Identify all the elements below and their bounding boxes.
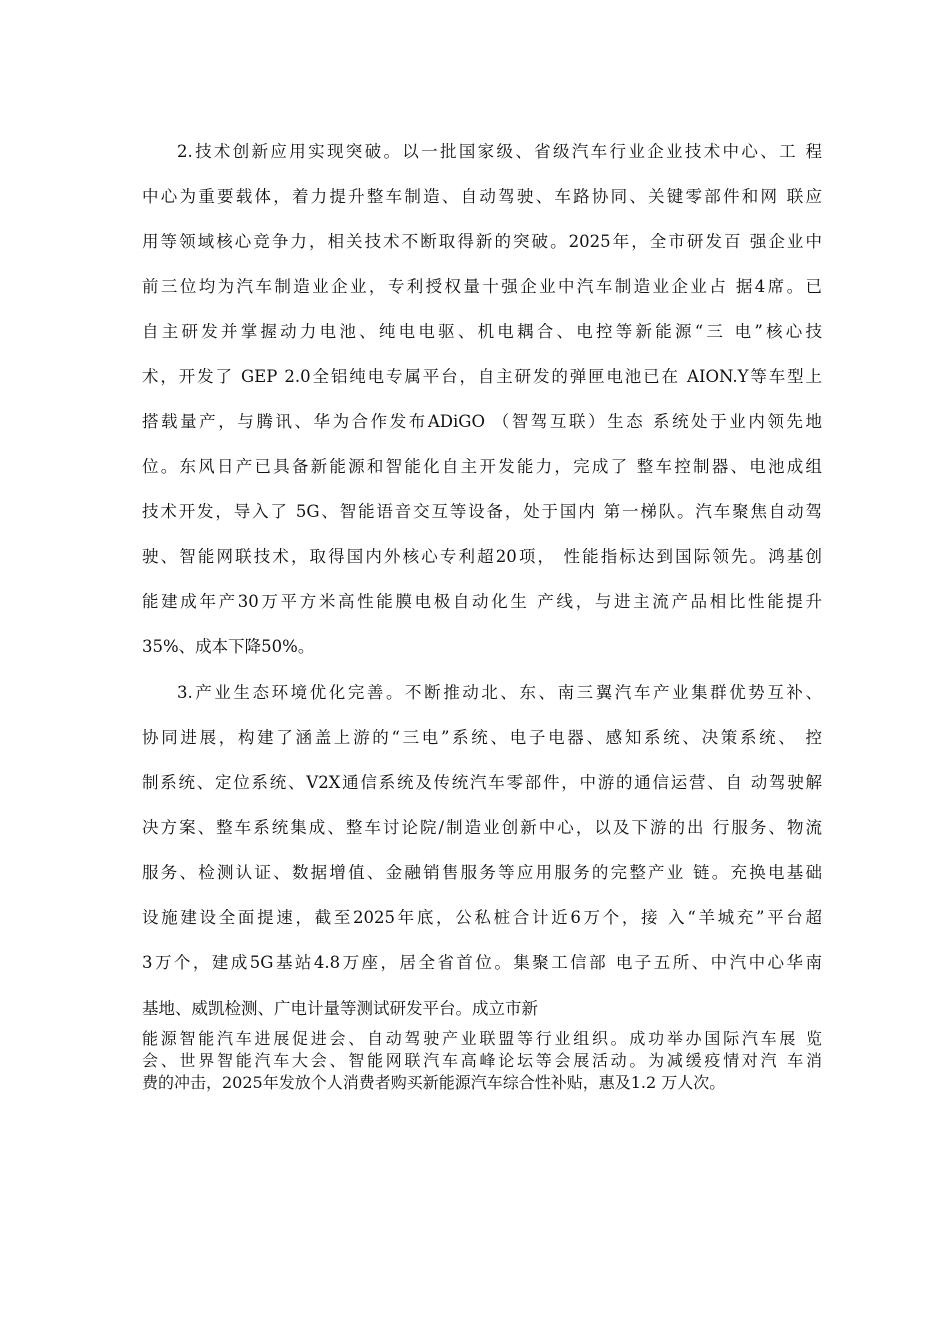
text-line: 位。东风日产已具备新能源和智能化自主开发能力，完成了 整车控制器、电池成组	[142, 457, 822, 476]
text-line: 费的冲击，2025年发放个人消费者购买新能源汽车综合性补贴，惠及1.2 万人次。	[142, 1073, 726, 1092]
text-line: 术，开发了 GEP 2.0全铝纯电专属平台，自主研发的弹匣电池已在 AION.Y等车型上	[142, 367, 822, 386]
text-line: 会、世界智能汽车大会、智能网联汽车高峰论坛等会展活动。为减缓疫情对汽 车消	[142, 1051, 822, 1070]
text-line: 制系统、定位系统、V2X通信系统及传统汽车零部件，中游的通信运营、自 动驾驶解	[142, 773, 822, 792]
text-line: 35%、成本下降50%。	[142, 637, 315, 656]
text-line: 3.产业生态环境优化完善。不断推动北、东、南三翼汽车产业集群优势互补、	[177, 683, 822, 702]
text-line: 设施建设全面提速，截至2025年底，公私桩合计近6万个，接 入“羊城充”平台超	[142, 908, 822, 927]
text-line: 用等领域核心竞争力，相关技术不断取得新的突破。2025年，全市研发百 强企业中	[142, 232, 822, 251]
text-line: 搭载量产，与腾讯、华为合作发布ADiGO （智驾互联）生态 系统处于业内领先地	[142, 412, 822, 431]
text-line: 基地、威凯检测、广电计量等测试研发平台。成立市新	[142, 999, 538, 1018]
text-line: 服务、检测认证、数据增值、金融销售服务等应用服务的完整产业 链。充换电基础	[142, 863, 822, 882]
text-line: 自主研发并掌握动力电池、纯电电驱、机电耦合、电控等新能源“三 电”核心技	[142, 322, 822, 341]
text-line: 技术开发，导入了 5G、智能语音交互等设备，处于国内 第一梯队。汽车聚焦自动驾	[142, 502, 822, 521]
text-line: 2.技术创新应用实现突破。以一批国家级、省级汽车行业企业技术中心、工 程	[177, 142, 822, 161]
text-line: 3万个，建成5G基站4.8万座，居全省首位。集聚工信部 电子五所、中汽中心华南	[142, 953, 822, 972]
text-line: 能源智能汽车进展促进会、自动驾驶产业联盟等行业组织。成功举办国际汽车展 览	[142, 1029, 822, 1048]
text-line: 决方案、整车系统集成、整车讨论院/制造业创新中心，以及下游的出 行服务、物流	[142, 818, 822, 837]
text-line: 能建成年产30万平方米高性能膜电极自动化生 产线，与进主流产品相比性能提升	[142, 592, 822, 611]
text-line: 协同进展，构建了涵盖上游的“三电”系统、电子电器、感知系统、决策系统、 控	[142, 728, 822, 747]
text-line: 驶、智能网联技术，取得国内外核心专利超20项， 性能指标达到国际领先。鸿基创	[142, 547, 822, 566]
text-line: 中心为重要载体，着力提升整车制造、自动驾驶、车路协同、关键零部件和网 联应	[142, 187, 822, 206]
text-line: 前三位均为汽车制造业企业，专利授权量十强企业中汽车制造业企业占 据4席。已	[142, 277, 822, 296]
